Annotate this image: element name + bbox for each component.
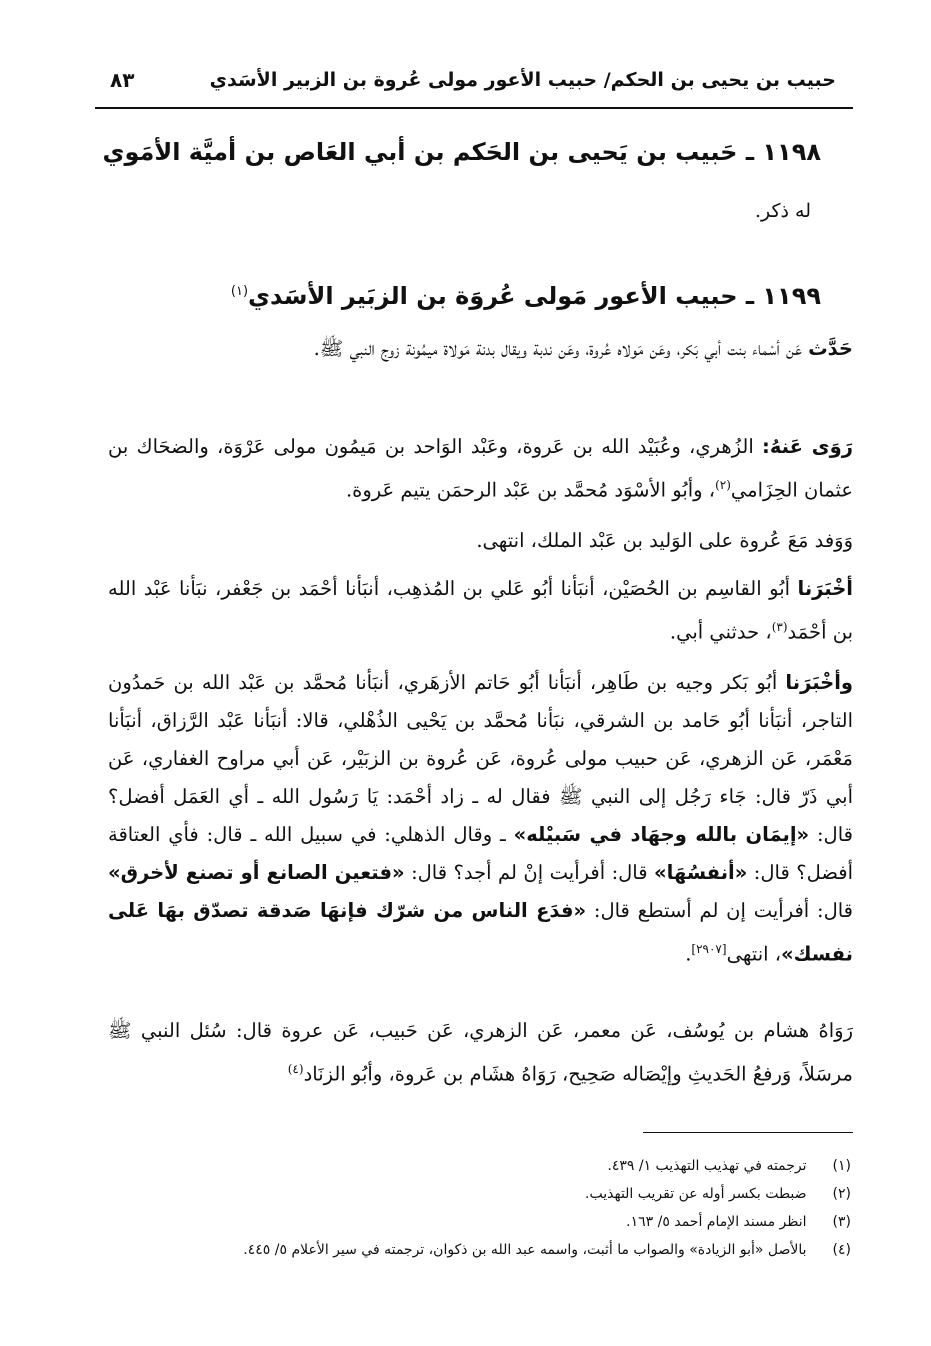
paragraph-text: وَوَفد مَعَ عُروة على الوَليد بن عَبْد الملك، انتهى. [476, 529, 853, 552]
footnote-text: ضبطت بكسر أوله عن تقريب التهذيب. [585, 1186, 807, 1202]
paragraph-isnad-1 [108, 570, 853, 652]
running-title: حبيب بن يحيى بن الحكم/ حبيب الأعور مولى عُروة بن الزبير الأسَدي [209, 69, 836, 91]
page-number: ٨٣ [110, 68, 135, 92]
paragraph-lead: رَوَى عَنهُ: [762, 435, 853, 458]
paragraph-text: الزُهري، وعُبَيْد الله بن عَروة، وعَبْد الوَاحد بن مَيمُون مولى عَرْوَة، والضحَاك بن عثمان الحِزَامي [108, 435, 853, 502]
footnote-item [110, 1236, 851, 1264]
footnote-item [110, 1180, 851, 1208]
paragraph-riwaya [108, 1012, 853, 1094]
paragraph-text: ، انتهى [726, 942, 782, 966]
entry-note-1198: له ذكر. [754, 200, 811, 222]
hadith-quote: «فدَع الناس من شرّك فإنهَا صَدقة تصدّق بهَا عَلى نفسك» [108, 899, 853, 966]
footnote-text: ترجمته في تهذيب التهذيب ١/ ٤٣٩. [607, 1158, 807, 1174]
footnote-ref: (٢) [715, 478, 731, 492]
paragraph-narrated [108, 330, 853, 368]
paragraph-hadith: وأخْبَرَنا أبُو بَكر وجيه بن طَاهِر، أنبَأنا أبُو حَاتم الأزهَري، أنبَأنا مُحمَّد بن عَبْد الله بن حَمدُون التاجر، أنبَأنا أبُو حَامد بن الشرقي، نبَأنا مُحمَّد بن يَحْيى الذُهْلي، قالا: أنبَأنا عَبْد الرَّزاق، أنبَأنا مَعْمَر، عَن الزهري، عَن حبيب مولى عُروة، عَن عُروة بن الزبَيْر، عَن أبي مراوح الغفاري، عَن أبي ذَرّ قال: جَاء رَجُل إلى النبي ﷺ فقال له ـ زاد أحْمَد: يَا رَسُول الله ـ أي العَمَل أفضل؟ قال: «إيمَان بالله وجهَاد في سَبيْله» ـ وقال الذهلي: في سبيل الله ـ قال: فأي العتاقة أفضل؟ قال: «أنفسُهَا» قال: أفرأيت إنْ لم أجد؟ قال: «فتعين الصانع أو تصنع لأخرق» قال: أفرأيت إن لم أستطع قال: «فدَع الناس من شرّك فإنهَا صَدقة تصدّق بهَا عَلى نفسك»، انتهى[٢٩٠٧]. [108, 671, 854, 966]
hadith-quote: «إيمَان بالله وجهَاد في سَبيْله» [513, 823, 810, 846]
footnote-item [110, 1152, 851, 1180]
footnote-text: بالأصل «أبو الزيادة» والصواب ما أثبت، واسمه عبد الله بن ذكوان، ترجمته في سير الأعلام ٥/ ٤٤٥. [243, 1242, 807, 1258]
paragraph-text: أبُو القاسِم بن الحُصَيْن، أنبَأنا أبُو عَلي بن المُذهِب، أنبَأنا أحْمَد بن جَعْفر، نبَأنا عَبْد الله بن أحْمَد [108, 577, 853, 644]
paragraph-delegation [108, 522, 853, 560]
hadith-quote: «أنفسُهَا» [654, 861, 748, 884]
entry-title-text: ١١٩٨ ـ حَبيب بن يَحيى بن الحَكم بن أبي العَاص بن أميَّة الأمَوي [102, 138, 821, 166]
hadith-quote: «فتعين الصانع أو تصنع لأخرق» [108, 861, 405, 884]
footnote-rule [643, 1132, 853, 1133]
entry-title-text: ١١٩٩ ـ حبيب الأعور مَولى عُروَة بن الزبَير الأسَدي [248, 282, 821, 310]
paragraph-text: ، حدثني أبي. [669, 620, 772, 644]
paragraph-text: قال: أفرأيت إن لم أستطع قال: [593, 899, 853, 922]
paragraph-text: قال: أفرأيت إنْ لم أجد؟ قال: [411, 861, 648, 884]
footnote-ref: (٤) [287, 1062, 304, 1076]
footnote-item [110, 1208, 851, 1236]
footnote-number: (٢) [832, 1186, 851, 1202]
footnote-number: (٤) [832, 1242, 851, 1258]
paragraph-text: عَن أسْماء بنت أبي بَكر، وعَن مَولاه عُروة، وعَن ندبة ويقال بدنة مَولاة ميمُونة زوج النبي ﷺ. [313, 337, 802, 360]
paragraph-text: أبُو بَكر وجيه بن طَاهِر، أنبَأنا أبُو حَاتم الأزهَري، أنبَأنا مُحمَّد بن عَبْد الله بن حَمدُون التاجر، أنبَأنا أبُو حَامد بن الشرقي، نبَأنا مُحمَّد بن يَحْيى الذُهْلي، قالا: أنبَأنا عَبْد الرَّزاق، أنبَأنا مَعْمَر، عَن الزهري، عَن حبيب مولى عُروة، عَن عُروة بن الزبَيْر، عَن أبي مراوح الغفاري، عَن أبي ذَرّ قال: جَاء رَجُل إلى النبي ﷺ فقال له ـ زاد أحْمَد: يَا رَسُول الله ـ أي العَمَل أفضل؟ قال: [108, 671, 853, 846]
paragraph-narrators [108, 428, 853, 510]
paragraph-lead: أخْبَرَنا [797, 577, 853, 600]
footnote-ref: (١) [230, 284, 249, 299]
entry-title-1198 [102, 138, 821, 166]
footnote-number: (٣) [832, 1214, 851, 1230]
paragraph-lead: حَدَّث [808, 337, 853, 360]
footnote-text: انظر مسند الإمام أحمد ٥/ ١٦٣. [626, 1214, 807, 1230]
entry-title-1199 [231, 282, 821, 310]
footnotes [110, 1152, 851, 1264]
paragraph-text: رَوَاهُ هشام بن يُوسُف، عَن معمر، عَن الزهري، عَن حَبيب، عَن عروة قال: سُئل النبي ﷺ مرسَلاً، وَرفعُ الحَديثِ وإيْصَاله صَحِيح، رَوَاهُ هشَام بن عَروة، وأبُو الزنَاد [108, 1019, 853, 1086]
running-header [110, 58, 836, 102]
header-rule [95, 107, 853, 109]
paragraph-lead: وأخْبَرَنا [785, 671, 854, 694]
footnote-number: (١) [832, 1158, 851, 1174]
footnote-ref: (٣) [771, 620, 788, 634]
paragraph-text: ـ وقال الذهلي: في سبيل الله ـ قال: فأي العتاقة أفضل؟ قال: [108, 823, 854, 884]
paragraph-text: ، وأبُو الأسْوَد مُحمَّد بن عَبْد الرحمَن يتيم عَروة. [345, 478, 716, 502]
hadith-number: [٢٩٠٧] [691, 942, 727, 956]
